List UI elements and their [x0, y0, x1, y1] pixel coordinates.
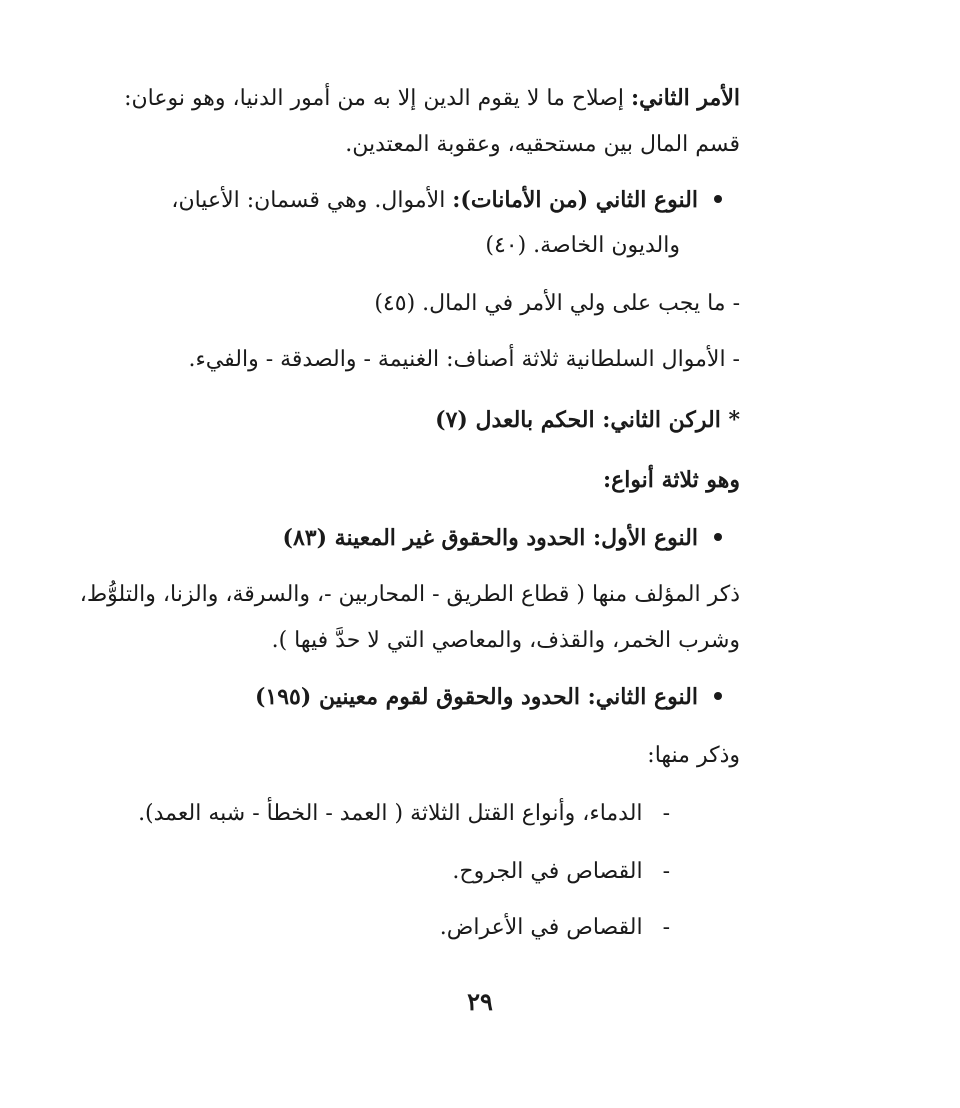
bullet-item-2 [283, 523, 722, 554]
dash-item-2: - الأموال السلطانية ثلاثة أصناف: الغنيمة - والصدقة - والفيء. [188, 347, 740, 372]
list-item [440, 913, 670, 943]
intro-heading: وهو ثلاثة أنواع: [602, 467, 740, 493]
dash-item-1: - ما يجب على ولي الأمر في المال. (٤٥) [374, 291, 740, 316]
bullet-icon [714, 195, 722, 203]
section-heading: * الركن الثاني: الحكم بالعدل (٧) [435, 407, 740, 433]
bullet-1-continuation: والديون الخاصة. (٤٠) [485, 233, 680, 258]
list-item-text: القصاص في الأعراض. [439, 915, 643, 940]
list-item [138, 799, 670, 829]
list-item [452, 857, 670, 887]
paragraph-1-heading: الأمر الثاني: [631, 85, 740, 111]
page-number: ٢٩ [467, 987, 493, 1016]
bullet-icon [714, 692, 722, 700]
paragraph-1-line-2: قسم المال بين مستحقيه، وعقوبة المعتدين. [345, 132, 740, 157]
bullet-1-text: الأموال. وهي قسمان: الأعيان، [171, 188, 453, 213]
list-item-text: الدماء، وأنواع القتل الثلاثة ( العمد - الخطأ - شبه العمد). [138, 801, 643, 826]
paragraph-2-line-1: ذكر المؤلف منها ( قطاع الطريق - المحاربين -، والسرقة، والزنا، والتلوُّط، [79, 582, 740, 607]
bullet-1-heading: النوع الثاني (من الأمانات): [452, 187, 698, 213]
bullet-item-1 [171, 185, 722, 216]
bullet-2-text: النوع الأول: الحدود والحقوق غير المعينة (٨٣) [282, 525, 698, 551]
paragraph-1-line-1 [124, 83, 740, 114]
list-item-text: القصاص في الجروح. [452, 859, 643, 884]
bullet-icon [714, 533, 722, 541]
bullet-item-3 [255, 682, 722, 713]
bullet-3-text: النوع الثاني: الحدود والحقوق لقوم معينين (١٩٥) [255, 684, 698, 710]
dash-marker: - [662, 915, 670, 940]
paragraph-2-line-2: وشرب الخمر، والقذف، والمعاصي التي لا حدَّ فيها ). [271, 628, 740, 653]
dash-marker: - [662, 801, 670, 826]
dash-marker: - [662, 859, 670, 884]
paragraph-1-text: إصلاح ما لا يقوم الدين إلا به من أمور الدنيا، وهو نوعان: [124, 86, 632, 111]
intro-2: وذكر منها: [647, 743, 740, 768]
